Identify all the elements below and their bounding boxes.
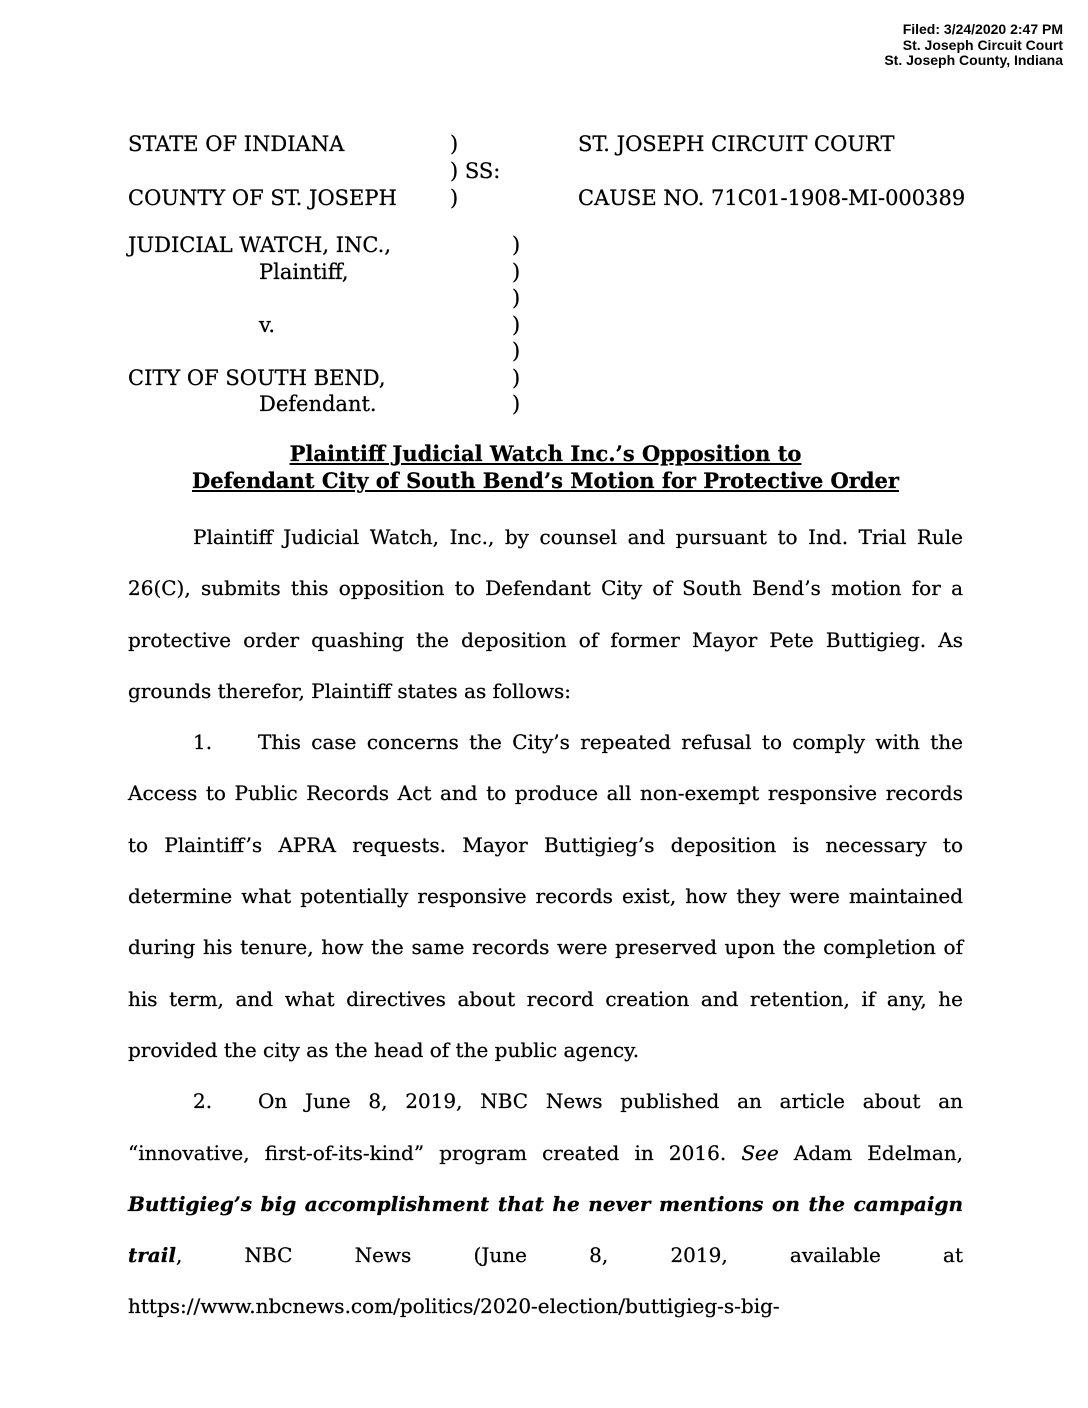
versus-label: v. [259, 312, 276, 337]
party-row [128, 391, 973, 418]
paragraph-number: 2. [193, 1089, 213, 1114]
document-title [128, 440, 963, 494]
filed-stamp-county: St. Joseph County, Indiana [884, 52, 1063, 68]
document-body [128, 512, 963, 1333]
venue-caption-grid [128, 131, 973, 212]
parties-caption [128, 232, 973, 418]
party-row [128, 338, 973, 365]
paragraph-1 [128, 717, 963, 1076]
filed-stamp [884, 22, 1063, 69]
caption-paren: ) [512, 365, 521, 390]
citation-source-and-url: , NBC News (June 8, 2019, available at https://www.nbcnews.com/politics/2020-election/buttigieg-s-big- [128, 1243, 963, 1319]
document-title-line1: Plaintiff Judicial Watch Inc.’s Opposition to [289, 441, 802, 466]
caption-paren: ) [512, 312, 521, 337]
paragraph-1-text: This case concerns the City’s repeated refusal to comply with the Access to Public Records Act and to produce all non-exempt responsive records to Plaintiff’s APRA requests. Mayor Buttigieg’s deposition is necessary to determine what potentially responsive records exist, how they were maintained during his tenure, how the same records were preserved upon the completion of his term, and what directives about record creation and retention, if any, he provided the city as the head of the public agency. [128, 730, 963, 1062]
state-label: STATE OF INDIANA [128, 132, 345, 156]
caption-spacer [128, 158, 450, 185]
court-name: ST. JOSEPH CIRCUIT COURT [578, 132, 895, 156]
caption-paren: ) [512, 339, 521, 363]
plaintiff-name: JUDICIAL WATCH, INC., [128, 233, 392, 257]
paragraph-number: 1. [193, 730, 213, 755]
ss-label: ) SS: [450, 159, 501, 183]
paragraph-2-text: On June 8, 2019, NBC News published an article about an “innovative, first-of-its-kind” program created in 2016. [128, 1089, 963, 1165]
defendant-role: Defendant. [259, 392, 377, 416]
filed-stamp-date: Filed: 3/24/2020 2:47 PM [902, 21, 1063, 37]
citation-article-title: Buttigieg’s big accomplishment that he never mentions on the campaign trail [128, 1191, 963, 1268]
caption-paren: ) [450, 132, 459, 156]
party-row [128, 365, 973, 392]
caption-spacer [128, 285, 512, 312]
intro-paragraph-text: Plaintiff Judicial Watch, Inc., by counsel and pursuant to Ind. Trial Rule 26(C), submits this opposition to Defendant City of South Bend’s motion for a protective order quashing the deposition of former Mayor Pete Buttigieg. As grounds therefor, Plaintiff states as follows: [128, 525, 963, 703]
party-row [128, 232, 973, 259]
caption-spacer [578, 158, 973, 185]
caption-spacer [128, 338, 512, 365]
caption-paren: ) [512, 286, 521, 310]
cause-number: CAUSE NO. 71C01-1908-MI-000389 [578, 186, 966, 210]
defendant-name: CITY OF SOUTH BEND, [128, 365, 386, 390]
plaintiff-role: Plaintiff, [259, 259, 349, 284]
caption-paren: ) [450, 186, 459, 210]
citation-see-signal: See [741, 1140, 779, 1165]
filed-stamp-court: St. Joseph Circuit Court [902, 36, 1063, 53]
party-row [128, 312, 973, 339]
party-row [128, 259, 973, 286]
caption-paren: ) [512, 259, 521, 284]
document-title-line2: Defendant City of South Bend’s Motion for Protective Order [192, 468, 899, 493]
caption-paren: ) [512, 233, 521, 257]
venue-caption [128, 131, 973, 212]
paragraph-2 [128, 1076, 963, 1332]
intro-paragraph [128, 512, 963, 717]
caption-paren: ) [512, 392, 521, 416]
party-row [128, 285, 973, 312]
citation-author: Adam Edelman, [778, 1140, 963, 1165]
county-label: COUNTY OF ST. JOSEPH [128, 186, 397, 210]
